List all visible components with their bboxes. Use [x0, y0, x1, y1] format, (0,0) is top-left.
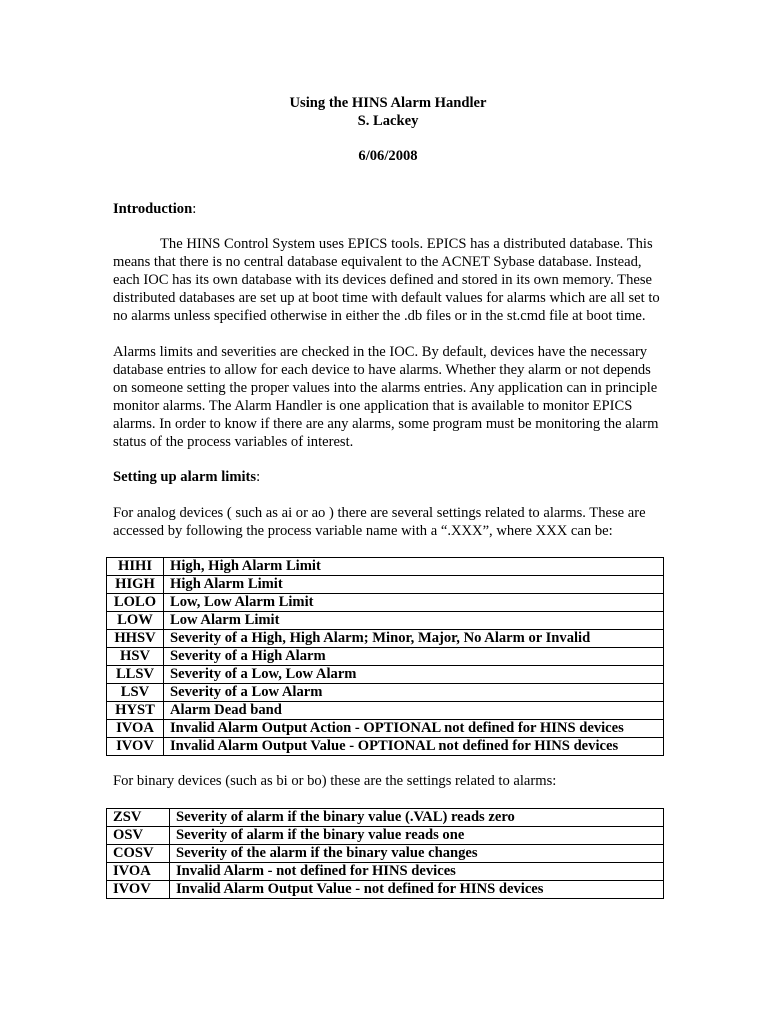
setting-description: Low Alarm Limit [164, 612, 664, 630]
setting-code: COSV [107, 845, 170, 863]
setting-code: HIHI [107, 558, 164, 576]
title-block [113, 94, 663, 165]
setting-description: Severity of a High Alarm [164, 648, 664, 666]
setting-description: Severity of the alarm if the binary value changes [170, 845, 664, 863]
setting-code: IVOA [107, 720, 164, 738]
intro-paragraph-2: Alarms limits and severities are checked in the IOC. By default, devices have the necessary database entries to allow for each device to have alarms. Whether they alarm or not depends on someone setting the proper values into the alarms entries. Any application can in principle monitor alarms. The Alarm Handler is one application that is available to monitor EPICS alarms. In order to know if there are any alarms, some program must be monitoring the alarm status of the process variables of interest. [113, 344, 659, 450]
setting-description: Invalid Alarm Output Action - OPTIONAL not defined for HINS devices [164, 720, 664, 738]
setting-description: Invalid Alarm Output Value - OPTIONAL not defined for HINS devices [164, 738, 664, 756]
setting-description: High, High Alarm Limit [164, 558, 664, 576]
document-page [113, 94, 663, 899]
setting-description: Severity of alarm if the binary value (.VAL) reads zero [170, 809, 664, 827]
document-author: S. Lackey [357, 113, 419, 129]
setting-code: LSV [107, 684, 164, 702]
binary-intro-paragraph: For binary devices (such as bi or bo) these are the settings related to alarms: [113, 773, 557, 789]
setting-description: Invalid Alarm Output Value - not defined for HINS devices [170, 881, 664, 899]
setting-description: Severity of a Low, Low Alarm [164, 666, 664, 684]
setting-description: Alarm Dead band [164, 702, 664, 720]
document-title: Using the HINS Alarm Handler [289, 95, 487, 111]
table-row [107, 863, 664, 881]
setting-code: IVOV [107, 738, 164, 756]
setting-description: Low, Low Alarm Limit [164, 594, 664, 612]
section-heading-setup: Setting up alarm limits: [113, 469, 261, 485]
intro-paragraph-1: The HINS Control System uses EPICS tools. EPICS has a distributed database. This means that there is no central database equivalent to the ACNET Sybase database. Instead, each IOC has its own database with its devices defined and stored in its own memory. These distributed databases are set up at boot time with default values for alarms which are all set to no alarms unless specified otherwise in either the .db files or in the st.cmd file at boot time. [113, 236, 660, 324]
table-row [107, 558, 664, 576]
table-row [107, 845, 664, 863]
setting-code: LOW [107, 612, 164, 630]
setting-code: HIGH [107, 576, 164, 594]
setting-code: HYST [107, 702, 164, 720]
setting-code: ZSV [107, 809, 170, 827]
setting-code: HHSV [107, 630, 164, 648]
setting-code: IVOA [107, 863, 170, 881]
table-row [107, 666, 664, 684]
table-row [107, 612, 664, 630]
section-heading-introduction: Introduction: [113, 201, 197, 217]
table-row [107, 702, 664, 720]
setting-code: HSV [107, 648, 164, 666]
analog-alarm-table [106, 557, 664, 756]
setting-code: LOLO [107, 594, 164, 612]
setting-code: OSV [107, 827, 170, 845]
table-row [107, 827, 664, 845]
setting-description: Severity of alarm if the binary value reads one [170, 827, 664, 845]
table-row [107, 594, 664, 612]
table-row [107, 576, 664, 594]
table-row [107, 809, 664, 827]
document-date: 6/06/2008 [358, 148, 418, 164]
table-row [107, 648, 664, 666]
table-row [107, 684, 664, 702]
setting-description: High Alarm Limit [164, 576, 664, 594]
setting-description: Severity of a Low Alarm [164, 684, 664, 702]
binary-alarm-table [106, 808, 664, 899]
table-row [107, 738, 664, 756]
setting-description: Invalid Alarm - not defined for HINS devices [170, 863, 664, 881]
setting-code: IVOV [107, 881, 170, 899]
setting-description: Severity of a High, High Alarm; Minor, Major, No Alarm or Invalid [164, 630, 664, 648]
table-row [107, 720, 664, 738]
table-row [107, 630, 664, 648]
setting-code: LLSV [107, 666, 164, 684]
table-row [107, 881, 664, 899]
analog-intro-paragraph: For analog devices ( such as ai or ao ) there are several settings related to alarms. These are accessed by following the process variable name with a “.XXX”, where XXX can be: [113, 505, 646, 539]
